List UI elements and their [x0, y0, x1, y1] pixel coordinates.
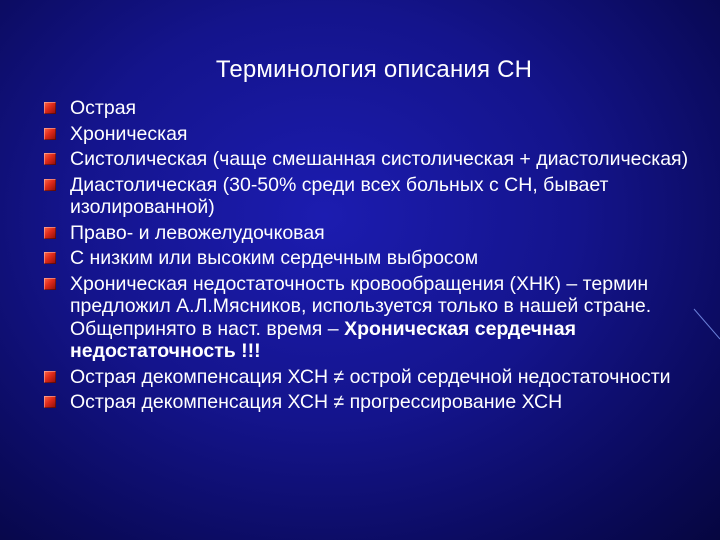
bullet-text: Острая — [70, 97, 137, 119]
red-square-bullet-icon — [44, 278, 56, 290]
bullet-text: Хроническая — [70, 122, 188, 145]
bullet-text: Систолическая (чаще смешанная систолическая + диастолическая) — [70, 148, 689, 170]
bullet-item — [44, 97, 694, 120]
bullet-list — [44, 97, 694, 417]
bullet-item — [44, 222, 694, 245]
red-square-bullet-icon — [44, 102, 56, 114]
bullet-text: С низким или высоким сердечным выбросом — [70, 247, 479, 269]
bullet-item — [44, 148, 694, 171]
bullet-text: Диастолическая (30-50% среди всех больных с СН, бывает изолированной) — [70, 173, 609, 218]
bullet-item — [44, 391, 694, 414]
bullet-emphasis: Хроническая сердечная недостаточность !!! — [70, 317, 576, 362]
decorative-line — [690, 305, 720, 345]
red-square-bullet-icon — [44, 179, 56, 191]
bullet-text: Острая декомпенсация ХСН ≠ острой сердечной недостаточности — [70, 365, 671, 388]
red-square-bullet-icon — [44, 252, 56, 264]
red-square-bullet-icon — [44, 396, 56, 408]
bullet-item — [44, 247, 694, 270]
red-square-bullet-icon — [44, 371, 56, 383]
bullet-text: Хроническая недостаточность кровообращения (ХНК) – термин предложил А.Л.Мясников, используется только в нашей стране. Общепринято в наст. время – — [70, 272, 652, 340]
bullet-text: Право- и левожелудочковая — [70, 221, 325, 244]
bullet-item — [44, 174, 694, 219]
bullet-item — [44, 273, 694, 363]
red-square-bullet-icon — [44, 128, 56, 140]
bullet-item — [44, 366, 694, 389]
red-square-bullet-icon — [44, 227, 56, 239]
bullet-text: Острая декомпенсация ХСН ≠ прогрессирование ХСН — [70, 391, 563, 413]
slide-title: Терминология описания СН — [215, 56, 533, 83]
red-square-bullet-icon — [44, 153, 56, 165]
bullet-item — [44, 123, 694, 146]
